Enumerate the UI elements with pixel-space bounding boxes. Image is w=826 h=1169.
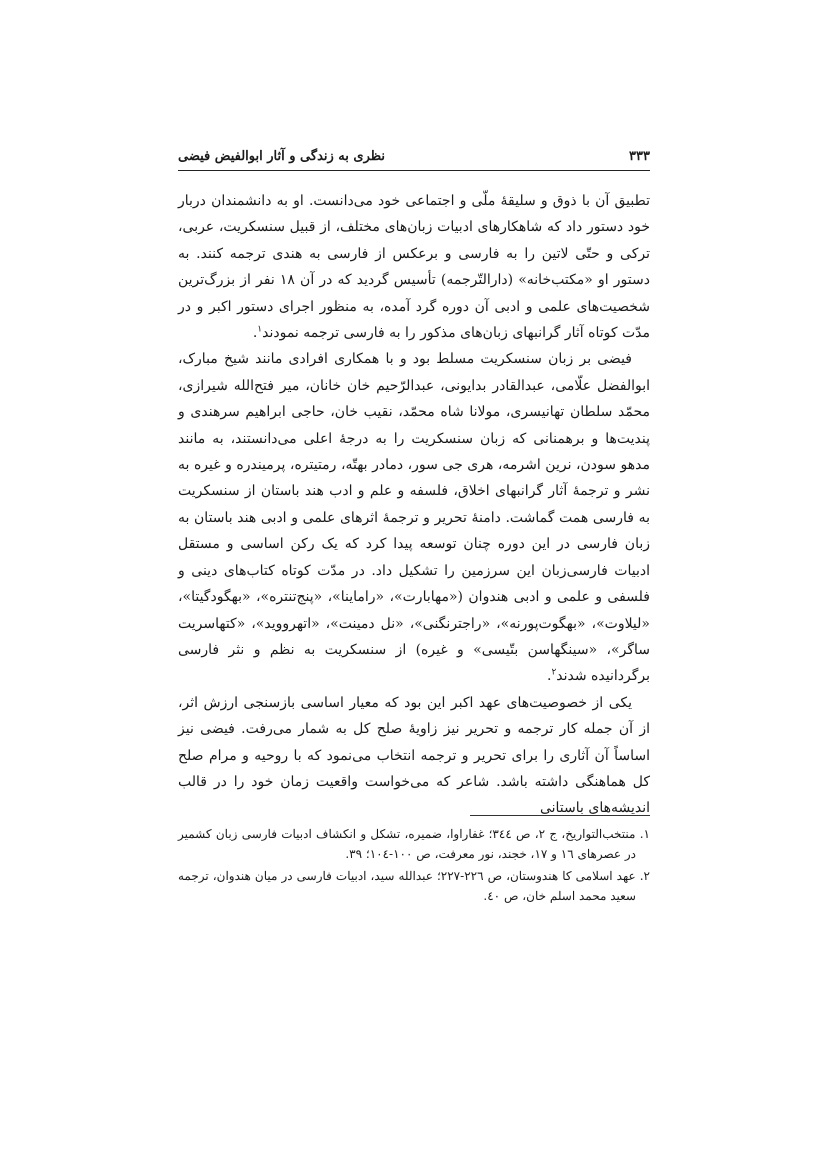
footnote-ref-1[interactable]: ۱: [257, 324, 263, 335]
footnote-1: [178, 824, 650, 864]
footnote-text: منتخب‌التواریخ، ج ۲، ص ۳٤٤؛ غفاراوا، ضمیره، تشکل و انکشاف ادبیات فارسی زبان کشمیر در عصرهای ۱٦ و ۱۷، خجند، نور معرفت، ص ۱۰۰-۱۰٤؛ ۳۹.: [178, 827, 636, 861]
header-rule: [178, 170, 650, 171]
running-title: نظری به زندگی و آثار ابوالفیض فیضی: [178, 148, 386, 164]
footnote-text: عهد اسلامی کا هندوستان، ص ۲۲٦-۲۲۷؛ عبدالله سید، ادبیات فارسی در میان هندوان، ترجمه سعید محمد اسلم خان، ص ٤۰.: [178, 869, 636, 903]
paragraph-3: یکی از خصوصیت‌های عهد اکبر این بود که معیار اساسی بازسنجی ارزش اثر، از آن جمله کار ترجمه و تحریر نیز زاویهٔ صلح کل به شمار می‌رفت. فیضی نیز اساساً آن آثاری را برای تحریر و ترجمه انتخاب می‌نمود که با روحیه و مرام صلح کل هماهنگی داشته باشد. شاعر که می‌خواست واقعیت زمان خود را در قالب اندیشه‌های باستانی: [178, 694, 650, 817]
main-text: [178, 188, 650, 822]
paragraph-1-end: .: [252, 325, 258, 342]
paragraph-1: [178, 188, 650, 346]
footnote-marker: ۱.: [639, 827, 650, 841]
footnote-rule: [470, 815, 650, 816]
paragraph-2: [178, 346, 650, 689]
paragraph-2-end: .: [546, 668, 552, 685]
footnote-marker: ۲.: [639, 869, 650, 883]
running-header: [178, 144, 650, 168]
footnote-ref-2[interactable]: ۲: [551, 667, 557, 678]
paragraph-2-text: فیضی بر زبان سنسکریت مسلط بود و با همکاری افرادی مانند شیخ مبارک، ابوالفضل علّامی، عبدالقادر بدایونی، عبدالرّحیم خان خانان، میر فتح‌الله شیرازی، محمّد سلطان تهانیسری، مولانا شاه محمّد، نقیب خان، حاجی ابراهیم سرهندی و پندیت‌ها و برهمنانی که زبان سنسکریت را به درجهٔ اعلی می‌دانستند، به مانند مدهو سودن، نرین اشرمه، هری جی سور، دمادر بهتّه، رمتیتره، پرمیندره و غیره به نشر و ترجمهٔ آثار گرانبهای اخلاق، فلسفه و علم و ادب هند باستان از سنسکریت به فارسی همت گماشت. دامنهٔ تحریر و ترجمهٔ اثرهای علمی و ادبی هند باستان به زبان فارسی در این دوره چنان توسعه پیدا کرد که یک رکن اساسی و مستقل ادبیات فارسی‌زبان این سرزمین را تشکیل داد. در مدّت کوتاه کتاب‌های دینی و فلسفی و علمی و ادبی هندوان («مهابارت»، «راماینا»، «پنج‌تنتره»، «بهگودگیتا»، «لیلاوت»، «بهگوت‌پورنه»، «راجترنگنی»، «نل دمینت»، «اتهرووید»، «کتهاسریت ساگر»، «سینگهاسن بتّیسی» و غیره) از سنسکریت به نظم و نثر فارسی برگردانیده شدند: [178, 351, 651, 685]
paragraph-1-text: تطبیق آن با ذوق و سلیقهٔ ملّی و اجتماعی خود می‌دانست. او به دانشمندان دربار خود دستور داد که شاهکارهای ادبیات زبان‌های مختلف، از قبیل سنسکریت، عربی، ترکی و حتّی لاتین را به فارسی و برعکس از فارسی به هندی ترجمه کنند. به دستور او «مکتب‌خانه» (دارالتّرجمه) تأسیس گردید که در آن ۱۸ نفر از بزرگ‌ترین شخصیت‌های علمی و ادبی آن دوره گرد آمده، به منظور اجرای دستور اکبر و در مدّت کوتاه آثار گرانبهای زبان‌های مذکور را به فارسی ترجمه نمودند: [178, 193, 650, 342]
page-number: ۳۳۳: [629, 148, 650, 164]
footnote-2: [178, 866, 650, 906]
footnotes: [178, 824, 650, 908]
